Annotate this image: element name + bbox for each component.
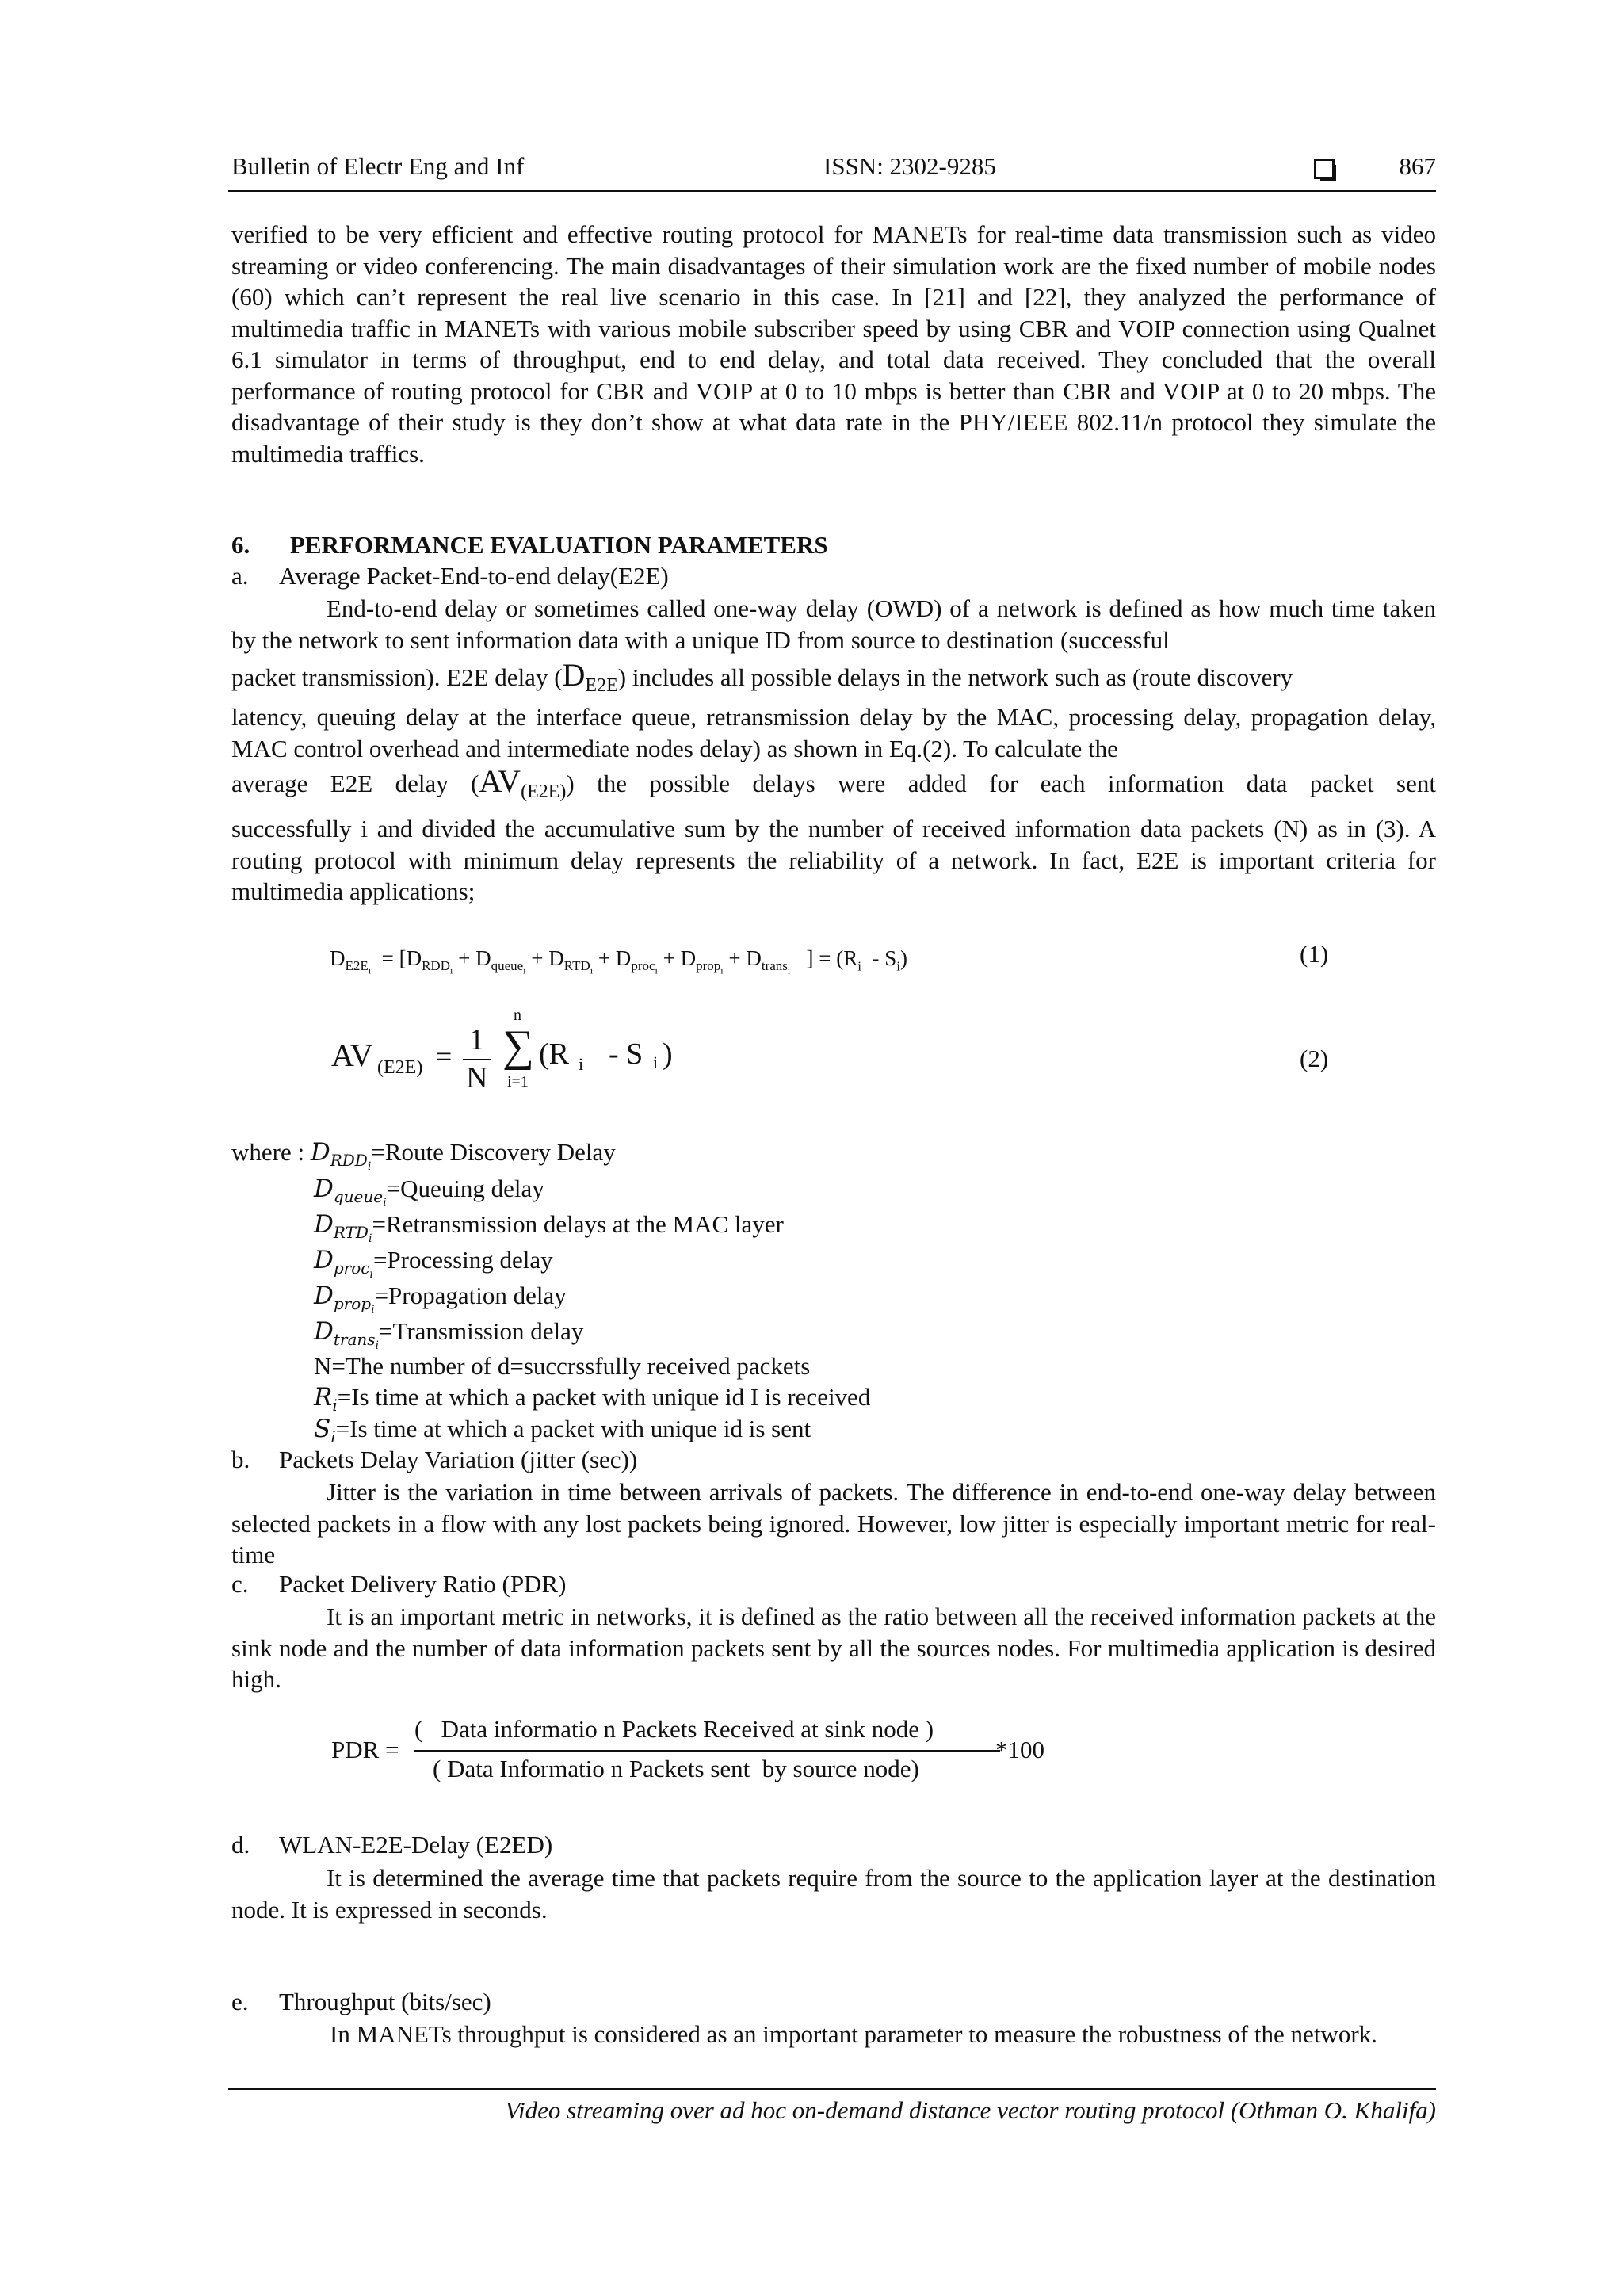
pdr-lhs: PDR = xyxy=(331,1736,399,1763)
subsection-c-heading xyxy=(231,1570,566,1599)
av-e2e-symbol: AV xyxy=(479,763,521,799)
where-item-s xyxy=(314,1415,811,1446)
r-desc: =Is time at which a packet with unique id I is received xyxy=(337,1383,871,1411)
subsection-e-letter: e. xyxy=(231,1988,249,2015)
where-item-rdd xyxy=(231,1138,616,1173)
where-item-n: N=The number of d=succrssfully received packets xyxy=(314,1352,811,1380)
where-symbol: D xyxy=(314,1175,334,1203)
where-subscript: trans xyxy=(333,1330,376,1350)
para4-text-end: ) the possible delays were added for each information data packet sent xyxy=(566,770,1436,797)
where-label: where : xyxy=(231,1138,305,1166)
subsection-d-heading xyxy=(231,1831,552,1859)
header-rule xyxy=(228,190,1436,192)
eq2-body-close: ) xyxy=(663,1037,673,1071)
subsection-a-para5: successfully i and divided the accumulative sum by the number of received information data packets (N) as in (3). A routing protocol with minimum delay represents the reliability of a network. In fact, E2E is important criteria for multimedia applications; xyxy=(231,815,1436,905)
where-subsubscript: i xyxy=(383,1197,387,1210)
where-subscript: queue xyxy=(333,1187,384,1207)
where-item-rtd xyxy=(314,1210,784,1245)
para2-text-end: ) includes all possible delays in the network such as (route discovery xyxy=(617,663,1293,691)
where-symbol: D xyxy=(314,1317,334,1346)
subsection-e-heading xyxy=(231,1988,491,2016)
equation-1-number: (1) xyxy=(1300,940,1329,968)
subsection-a-heading xyxy=(231,562,669,590)
subsection-b-letter: b. xyxy=(231,1446,250,1473)
eq2-sum-bottom: i=1 xyxy=(507,1073,529,1091)
where-subsubscript: i xyxy=(375,1339,380,1353)
where-subsubscript: i xyxy=(371,1304,375,1317)
r-subscript: i xyxy=(332,1396,338,1415)
checkbox-square-icon xyxy=(1314,159,1335,179)
where-symbol: D xyxy=(314,1210,334,1239)
sigma-icon: ∑ xyxy=(502,1022,534,1071)
where-desc: =Transmission delay xyxy=(379,1317,584,1345)
where-desc: =Retransmission delays at the MAC layer xyxy=(372,1210,784,1238)
where-item-trans xyxy=(314,1317,583,1352)
eq2-body-subscript-s: i xyxy=(653,1052,659,1072)
eq2-frac-num: 1 xyxy=(469,1023,484,1056)
where-symbol: D xyxy=(310,1138,330,1167)
running-footer: Video streaming over ad hoc on-demand distance vector routing protocol (Othman O. Khalifa) xyxy=(505,2096,1436,2124)
equation-2-number: (2) xyxy=(1300,1045,1329,1072)
subsection-c-text: It is an important metric in networks, it is defined as the ratio between all the received information packets at the sink node and the number of data information packets sent by all the sources nodes. For multimedia application is desired high. xyxy=(231,1603,1436,1693)
s-desc: =Is time at which a packet with unique id is sent xyxy=(335,1415,812,1442)
footer-rule xyxy=(228,2088,1436,2090)
where-item-r xyxy=(314,1383,870,1415)
pdr-multiplier: *100 xyxy=(995,1736,1044,1763)
subsection-a-para1: End-to-end delay or sometimes called one-way delay (OWD) of a network is defined as how much time taken by the network to sent information data with a unique ID from source to destination (successful xyxy=(231,594,1436,654)
subsection-c-title: Packet Delivery Ratio (PDR) xyxy=(279,1570,567,1598)
d-e2e-subscript: E2E xyxy=(585,675,618,697)
running-header xyxy=(231,152,1436,190)
subsection-a-para3: latency, queuing delay at the interface queue, retransmission delay by the MAC, processing delay, propagation delay, MAC control overhead and intermediate nodes delay) as shown in Eq.(2). To calculate the xyxy=(231,703,1436,762)
where-desc: =Route Discovery Delay xyxy=(371,1138,616,1166)
eq2-sum-top: n xyxy=(514,1007,521,1024)
s-symbol: S xyxy=(314,1415,331,1443)
subsection-d-title: WLAN-E2E-Delay (E2ED) xyxy=(279,1831,553,1859)
section-number: 6. xyxy=(231,531,250,559)
pdr-denominator: ( Data Informatio n Packets sent by source node) xyxy=(433,1755,919,1782)
eq2-equals: = xyxy=(436,1041,453,1072)
equation-2 xyxy=(331,1007,712,1102)
para4-text-start: average E2E delay ( xyxy=(231,770,479,797)
s-subscript: i xyxy=(330,1427,336,1447)
where-desc: =Processing delay xyxy=(372,1246,553,1274)
where-subsubscript: i xyxy=(367,1160,372,1174)
d-e2e-symbol: D xyxy=(562,657,586,693)
eq2-body-open: (R xyxy=(539,1037,569,1071)
where-subscript: RTD xyxy=(333,1223,369,1243)
where-subsubscript: i xyxy=(368,1232,372,1246)
subsection-b-title: Packets Delay Variation (jitter (sec)) xyxy=(279,1446,638,1473)
subsection-d-text: It is determined the average time that packets require from the source to the application layer at the destination node. It is expressed in seconds. xyxy=(231,1864,1436,1924)
r-symbol: R xyxy=(314,1383,333,1412)
where-item-prop xyxy=(314,1282,567,1316)
pdr-fraction-bar xyxy=(414,1750,1000,1752)
subsection-a-title: Average Packet-End-to-end delay(E2E) xyxy=(279,562,669,590)
subsection-a-para4 xyxy=(231,763,1436,808)
av-e2e-subscript: (E2E) xyxy=(521,781,567,803)
equation-pdr xyxy=(331,1715,1060,1805)
page-number: 867 xyxy=(1399,152,1436,180)
section-title: PERFORMANCE EVALUATION PARAMETERS xyxy=(290,531,828,559)
where-subsubscript: i xyxy=(369,1268,373,1282)
where-item-proc xyxy=(314,1246,553,1281)
eq2-body-mid: - S xyxy=(609,1037,643,1071)
journal-name: Bulletin of Electr Eng and Inf xyxy=(231,152,525,180)
where-item-queue xyxy=(314,1175,544,1209)
subsection-e-title: Throughput (bits/sec) xyxy=(279,1988,491,2015)
where-desc: =Queuing delay xyxy=(386,1175,544,1202)
section-heading xyxy=(231,531,828,560)
eq2-body-subscript: i xyxy=(579,1054,584,1074)
where-desc: =Propagation delay xyxy=(374,1282,567,1309)
where-subscript: proc xyxy=(333,1259,370,1278)
eq2-lhs-subscript: (E2E) xyxy=(377,1057,423,1078)
subsection-b-text: Jitter is the variation in time between arrivals of packets. The difference in end-to-end one-way delay between selected packets in a flow with any lost packets being ignored. However, low jitter is especially important metric for real-time xyxy=(231,1478,1436,1568)
intro-paragraph: verified to be very efficient and effective routing protocol for MANETs for real-time data transmission such as video streaming or video conferencing. The main disadvantages of their simulation work are the fixed number of mobile nodes (60) which can’t represent the real live scenario in this case. In [21] and [22], they analyzed the performance of multimedia traffic in MANETs with various mobile subscriber speed by using CBR and VOIP connection using Qualnet 6.1 simulator in terms of throughput, end to end delay, and total data received. They concluded that the overall performance of routing protocol for CBR and VOIP at 0 to 10 mbps is better than CBR and VOIP at 0 to 20 mbps. The disadvantage of their study is they don’t show at what data rate in the PHY/IEEE 802.11/n protocol they simulate the multimedia traffics. xyxy=(231,220,1436,468)
pdr-numerator: ( Data informatio n Packets Received at sink node ) xyxy=(414,1715,934,1743)
where-subscript: RDD xyxy=(330,1151,368,1171)
subsection-a-para2 xyxy=(231,659,1436,702)
where-symbol: D xyxy=(314,1282,334,1310)
para2-text-start: packet transmission). E2E delay ( xyxy=(231,663,563,691)
issn: ISSN: 2302-9285 xyxy=(823,152,996,180)
subsection-b-heading xyxy=(231,1446,637,1474)
eq2-frac-den: N xyxy=(466,1061,488,1095)
equation-1: $D_{E2E_i} = [D_{RDD_i} + D_{queue_i} + D_{RTD_i} + D_{proc_i} + D_{prop_i} + D_{trans_i}$ ] = $(R_i - S_i)$ xyxy=(330,946,907,976)
subsection-d-letter: d. xyxy=(231,1831,250,1859)
where-subscript: prop xyxy=(333,1294,372,1314)
where-symbol: D xyxy=(314,1246,334,1274)
subsection-a-letter: a. xyxy=(231,562,249,590)
subsection-c-letter: c. xyxy=(231,1570,249,1598)
eq2-lhs: AV xyxy=(331,1037,373,1073)
subsection-e-text: In MANETs throughput is considered as an important parameter to measure the robustness of the network. xyxy=(330,2020,1377,2048)
